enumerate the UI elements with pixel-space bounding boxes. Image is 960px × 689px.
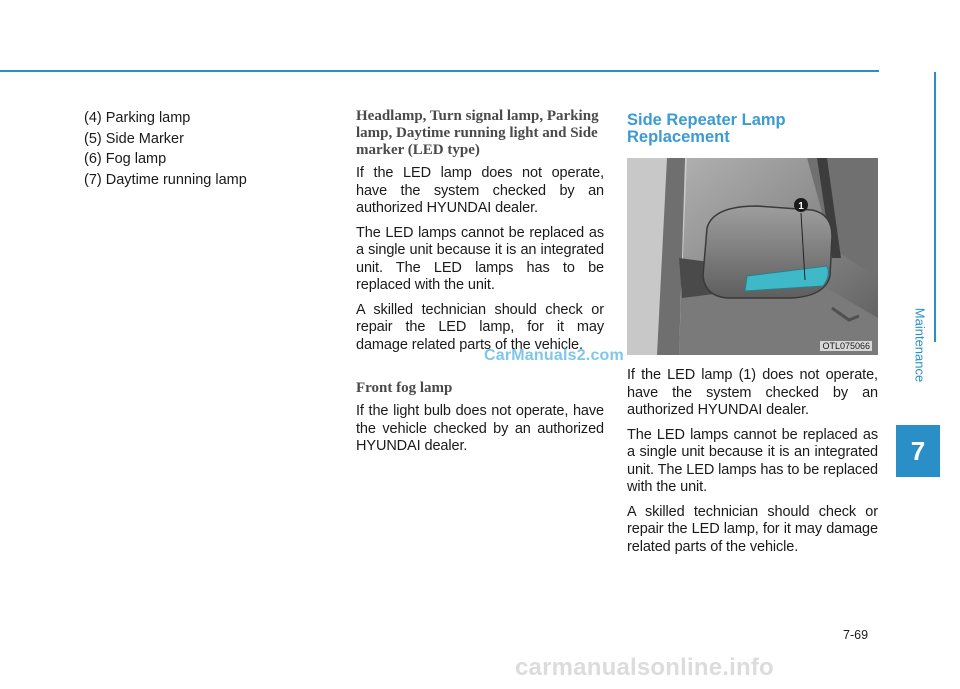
footer-watermark: carmanualsonline.info [515,654,774,681]
side-mirror-figure [627,158,878,355]
section-heading-fog: Front fog lamp [356,380,453,396]
section-heading-side-repeater: Side Repeater Lamp Replacement [627,111,786,146]
column-2 [356,108,604,463]
list-item: (6) Fog lamp [84,151,167,167]
side-tab-rule [934,72,936,342]
paragraph: The LED lamps cannot be replaced as a single unit because it is an integrated unit. The LED lamps has to be replaced with the unit. [627,426,878,495]
paragraph: A skilled technician should check or repair the LED lamp, for it may damage related parts of the vehicle. [356,301,604,353]
paragraph: If the light bulb does not operate, have the vehicle checked by an authorized HYUNDAI dealer. [356,403,604,454]
figure-caption: OTL075066 [822,341,870,351]
paragraph: The LED lamps cannot be replaced as a single unit because it is an integrated unit. The LED lamps has to be replaced with the unit. [356,224,604,293]
section-heading-led: Headlamp, Turn signal lamp, Parking lamp, Daytime running light and Side marker (LED type) [356,108,599,158]
chapter-number: 7 [896,425,940,477]
list-item: (7) Daytime running lamp [84,171,247,188]
paragraph: If the LED lamp (1) does not operate, have the system checked by an authorized HYUNDAI dealer. [627,367,878,418]
paragraph: A skilled technician should check or repair the LED lamp, for it may damage related parts of the vehicle. [627,503,878,555]
side-tab-label: Maintenance [912,307,928,383]
figure-callout: 1 [798,201,804,212]
column-1 [84,108,314,190]
column-3 [627,108,878,563]
watermark: CarManuals2.com [484,347,624,364]
top-rule [0,70,879,72]
side-mirror-illustration [627,158,878,355]
page-number: 7-69 [843,628,869,642]
list-item: (5) Side Marker [84,130,184,147]
list-item: (4) Parking lamp [84,110,191,126]
paragraph: If the LED lamp does not operate, have the system checked by an authorized HYUNDAI dealer. [356,165,604,216]
